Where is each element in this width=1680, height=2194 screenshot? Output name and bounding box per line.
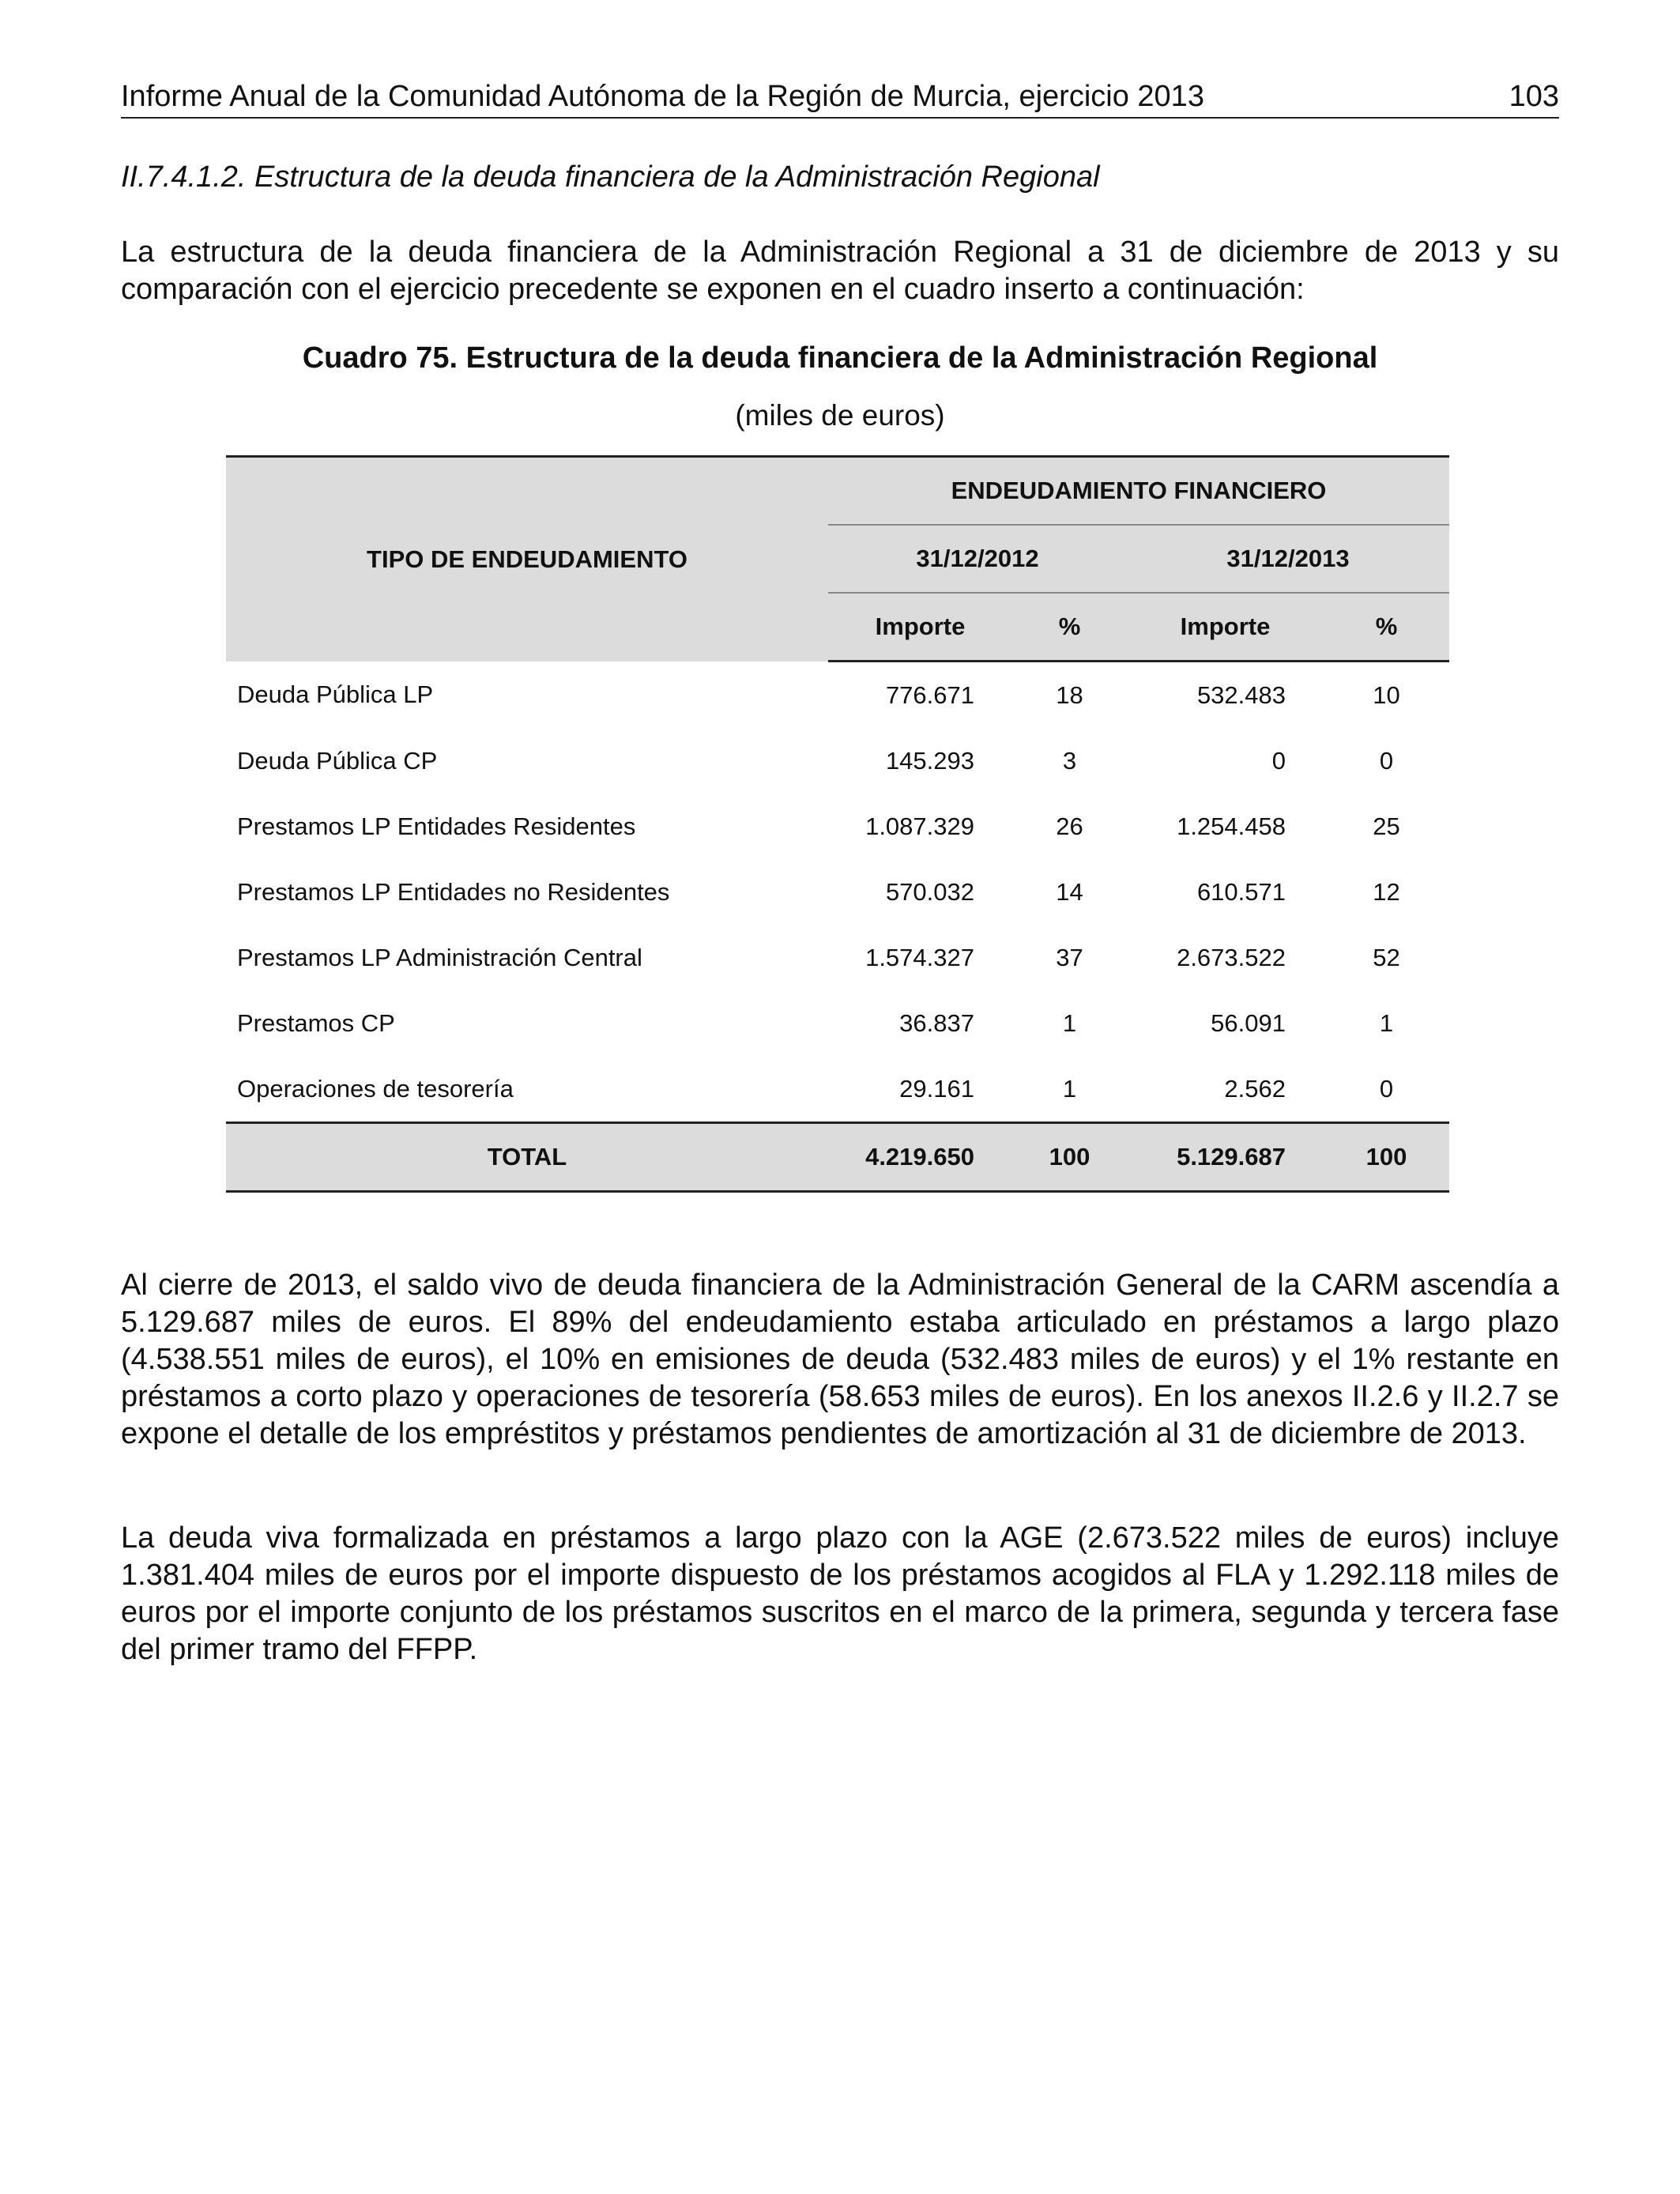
page-number: 103 [1509, 80, 1559, 113]
section-heading: II.7.4.1.2. Estructura de la deuda financiera de la Administración Regional [121, 160, 1100, 194]
row-amount-2012: 145.293 [885, 746, 974, 775]
table-row [226, 990, 1449, 1056]
row-amount-2012: 36.837 [899, 1008, 974, 1037]
table-units: (miles de euros) [735, 399, 945, 432]
table-row [226, 925, 1449, 990]
total-row [226, 1123, 1449, 1192]
header-amount-2013: Importe [1127, 593, 1324, 662]
row-pct-2012: 3 [1062, 746, 1077, 775]
report-title: Informe Anual de la Comunidad Autónoma de la Región de Murcia, ejercicio 2013 [121, 80, 1204, 113]
debt-structure-table [226, 455, 1449, 1193]
row-amount-2013: 1.254.458 [1177, 812, 1286, 840]
row-pct-2013: 0 [1379, 1074, 1394, 1103]
row-pct-2012: 26 [1056, 812, 1083, 840]
header-date-2012: 31/12/2012 [828, 525, 1127, 593]
row-amount-2013: 532.483 [1196, 680, 1286, 709]
row-type: Prestamos LP Administración Central [237, 943, 642, 971]
row-pct-2013: 10 [1373, 680, 1400, 709]
row-pct-2012: 18 [1056, 680, 1083, 709]
table-row [226, 728, 1449, 794]
page-header [121, 76, 1559, 119]
row-amount-2013: 2.673.522 [1177, 943, 1286, 971]
row-amount-2013: 0 [1271, 746, 1286, 775]
row-type: Operaciones de tesorería [237, 1074, 514, 1103]
table-caption: Cuadro 75. Estructura de la deuda financiera de la Administración Regional [302, 341, 1378, 375]
row-type: Deuda Pública LP [237, 680, 434, 708]
header-pct-2013: % [1324, 593, 1449, 662]
row-pct-2013: 1 [1379, 1008, 1394, 1037]
row-pct-2012: 37 [1056, 943, 1083, 971]
table-row [226, 794, 1449, 859]
total-pct-2013: 100 [1324, 1123, 1449, 1192]
header-amount-2012: Importe [828, 593, 1012, 662]
row-pct-2013: 0 [1379, 746, 1394, 775]
row-pct-2012: 1 [1062, 1074, 1077, 1103]
intro-paragraph: La estructura de la deuda financiera de la Administración Regional a 31 de diciembre de 2013 y su comparación con el ejercicio precedente se exponen en el cuadro inserto a continuación: [121, 236, 1559, 306]
table-row [226, 662, 1449, 729]
row-pct-2013: 52 [1373, 943, 1400, 971]
row-pct-2012: 14 [1056, 877, 1083, 906]
total-amount-2013: 5.129.687 [1127, 1123, 1324, 1192]
table-row [226, 859, 1449, 925]
row-amount-2012: 29.161 [899, 1074, 974, 1103]
header-pct-2012: % [1012, 593, 1127, 662]
row-amount-2012: 1.574.327 [865, 943, 974, 971]
summary-paragraph: Al cierre de 2013, el saldo vivo de deuda financiera de la Administración General de la CARM ascendía a 5.129.687 miles de euros. El 89% del endeudamiento estaba articulado en préstamos a largo plazo (4.538.551 miles de euros), el 10% en emisiones de deuda (532.483 miles de euros) y el 1% restante en préstamos a corto plazo y operaciones de tesorería (58.653 miles de euros). En los anexos II.2.6 y II.2.7 se expone el detalle de los empréstitos y préstamos pendientes de amortización al 31 de diciembre de 2013. [121, 1269, 1559, 1450]
row-amount-2013: 2.562 [1224, 1074, 1286, 1103]
row-pct-2012: 1 [1062, 1008, 1077, 1037]
row-type: Prestamos LP Entidades no Residentes [237, 877, 670, 906]
row-amount-2013: 56.091 [1211, 1008, 1286, 1037]
row-amount-2012: 776.671 [885, 680, 974, 709]
row-type: Prestamos CP [237, 1008, 395, 1037]
row-type: Deuda Pública CP [237, 746, 438, 775]
header-group: ENDEUDAMIENTO FINANCIERO [828, 457, 1449, 526]
row-amount-2012: 570.032 [885, 877, 974, 906]
row-pct-2013: 25 [1373, 812, 1400, 840]
header-type-column: TIPO DE ENDEUDAMIENTO [226, 457, 828, 662]
total-pct-2012: 100 [1012, 1123, 1127, 1192]
row-amount-2012: 1.087.329 [865, 812, 974, 840]
age-loans-paragraph: La deuda viva formalizada en préstamos a largo plazo con la AGE (2.673.522 miles de euros) incluye 1.381.404 miles de euros por el importe dispuesto de los préstamos acogidos al FLA y 1.292.118 miles de euros por el importe conjunto de los préstamos suscritos en el marco de la primera, segunda y tercera fase del primer tramo del FFPP. [121, 1521, 1559, 1666]
row-amount-2013: 610.571 [1196, 877, 1286, 906]
row-pct-2013: 12 [1373, 877, 1400, 906]
total-amount-2012: 4.219.650 [828, 1123, 1012, 1192]
header-date-2013: 31/12/2013 [1127, 525, 1449, 593]
row-type: Prestamos LP Entidades Residentes [237, 812, 636, 840]
table-row [226, 1056, 1449, 1123]
total-label: TOTAL [226, 1123, 828, 1192]
